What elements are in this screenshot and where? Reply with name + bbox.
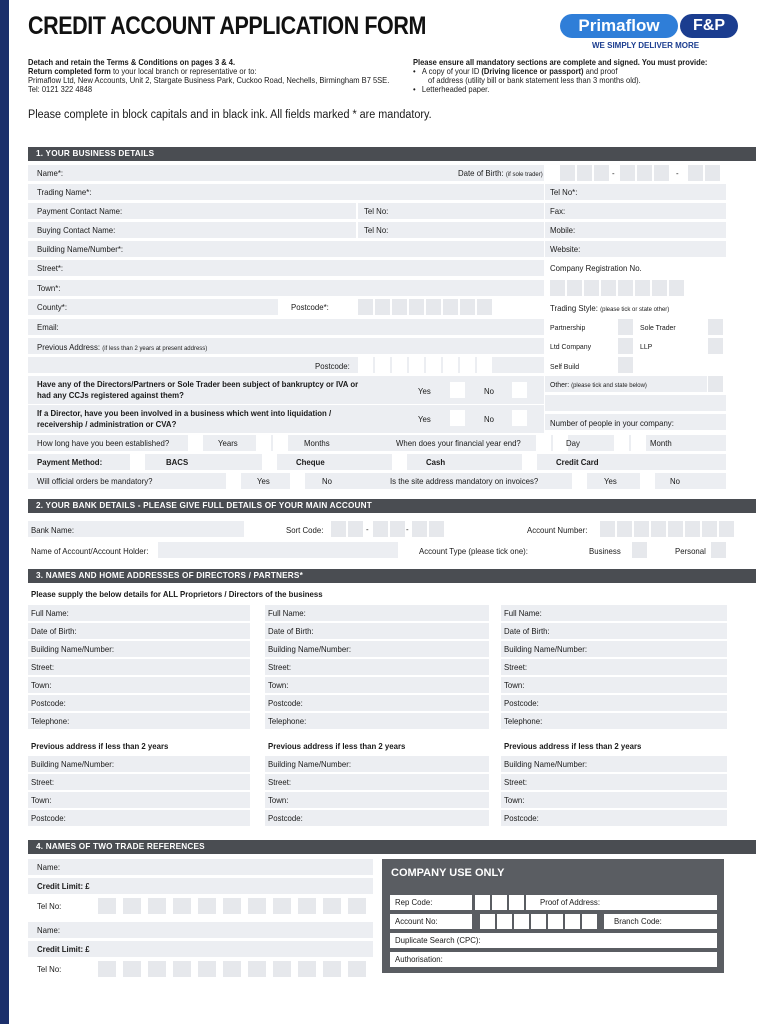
- tel-digit-box[interactable]: [98, 898, 116, 914]
- cheque-checkbox[interactable]: [262, 454, 277, 470]
- account-number-box[interactable]: [651, 521, 666, 537]
- bacs-checkbox[interactable]: [130, 454, 145, 470]
- rep-code-label: Rep Code:: [395, 897, 433, 907]
- primaflow-logo: [560, 14, 740, 52]
- section-4-header: 4. NAMES OF TWO TRADE REFERENCES: [28, 840, 756, 854]
- director-question-1: If a Director, have you been involved in a business which went into liquidation /: [37, 408, 332, 418]
- header-bullet-id: • A copy of your ID (Driving licence or passport) and proof: [413, 67, 618, 76]
- sole-trader-checkbox[interactable]: [708, 319, 723, 335]
- website-label: Website:: [550, 244, 581, 254]
- director-field-label: Full Name:: [31, 608, 69, 618]
- ltd-company-checkbox[interactable]: [618, 338, 633, 354]
- sort-code-box[interactable]: [331, 521, 346, 537]
- established-label: How long have you been established?: [37, 438, 170, 448]
- building-label: Building Name/Number*:: [37, 244, 124, 254]
- buying-tel-label: Tel No:: [364, 225, 389, 235]
- company-reg-box[interactable]: [550, 280, 565, 296]
- month-box-1[interactable]: [614, 435, 629, 451]
- account-number-box[interactable]: [685, 521, 700, 537]
- director-field-label: Date of Birth:: [504, 626, 550, 636]
- logo-suffix: F&P: [680, 14, 738, 38]
- previous-address-label: Street:: [31, 777, 55, 787]
- branch-code-label: Branch Code:: [614, 916, 662, 926]
- previous-address-field[interactable]: [265, 774, 489, 790]
- authorisation-label: Authorisation:: [395, 954, 443, 964]
- cash-checkbox[interactable]: [392, 454, 407, 470]
- sort-code-label: Sort Code:: [286, 525, 324, 535]
- tel-digit-box[interactable]: [273, 898, 291, 914]
- day-box-1[interactable]: [536, 435, 551, 451]
- prev-postcode-box[interactable]: [375, 357, 390, 373]
- account-no-box[interactable]: [582, 914, 597, 929]
- tel-digit-box[interactable]: [323, 961, 341, 977]
- other-checkbox[interactable]: [708, 376, 723, 392]
- previous-address-heading: Previous address if less than 2 years: [31, 741, 169, 751]
- account-no-label: Account No:: [395, 916, 438, 926]
- section-3-subhead: Please supply the below details for ALL Proprietors / Directors of the business: [31, 589, 323, 599]
- personal-checkbox[interactable]: [711, 542, 726, 558]
- bankruptcy-no-label: No: [484, 386, 495, 396]
- other-label: Other: (please tick and state below): [550, 380, 647, 389]
- company-reg-box[interactable]: [567, 280, 582, 296]
- tel-digit-box[interactable]: [148, 898, 166, 914]
- previous-address-label: Postcode:: [31, 813, 66, 823]
- prev-postcode-box[interactable]: [426, 357, 441, 373]
- postcode-box[interactable]: [477, 299, 492, 315]
- previous-address-label: Postcode:: [268, 813, 303, 823]
- payment-method-label: Payment Method:: [37, 457, 103, 467]
- dob-label: Date of Birth: (if sole trader): [458, 168, 543, 178]
- director-field[interactable]: [265, 659, 489, 675]
- orders-yes-checkbox[interactable]: [226, 473, 241, 489]
- bankruptcy-no-checkbox[interactable]: [512, 382, 527, 398]
- prev-postcode-box[interactable]: [358, 357, 373, 373]
- director-yes-checkbox[interactable]: [450, 410, 465, 426]
- tel-digit-box[interactable]: [348, 961, 366, 977]
- months-box-1[interactable]: [256, 435, 271, 451]
- header-return-line: Return completed form to your local branch or representative or to:: [28, 67, 257, 76]
- mobile-label: Mobile:: [550, 225, 576, 235]
- tel-digit-box[interactable]: [173, 898, 191, 914]
- postcode-box[interactable]: [392, 299, 407, 315]
- prev-postcode-label: Postcode:: [315, 361, 350, 371]
- official-orders-label: Will official orders be mandatory?: [37, 476, 153, 486]
- prev-postcode-box[interactable]: [460, 357, 475, 373]
- left-edge-bar: [0, 0, 9, 1024]
- site-yes-checkbox[interactable]: [572, 473, 587, 489]
- site-yes-label: Yes: [604, 476, 617, 486]
- account-no-box[interactable]: [514, 914, 529, 929]
- year-end-label: When does your financial year end?: [396, 438, 521, 448]
- self-build-checkbox[interactable]: [618, 357, 633, 373]
- director-field-label: Town:: [31, 680, 52, 690]
- sort-code-box[interactable]: [373, 521, 388, 537]
- proof-address-label: Proof of Address:: [540, 897, 600, 907]
- ref1-name-label: Name:: [37, 862, 61, 872]
- sort-code-box[interactable]: [390, 521, 405, 537]
- header-address: Primaflow Ltd, New Accounts, Unit 2, Stargate Business Park, Cuckoo Road, Nechells, Birmingham B7 5SE.: [28, 76, 390, 85]
- previous-address-field[interactable]: [501, 774, 727, 790]
- orders-no-label: No: [322, 476, 333, 486]
- sole-trader-label: Sole Trader: [640, 323, 676, 332]
- account-number-box[interactable]: [702, 521, 717, 537]
- account-number-box[interactable]: [668, 521, 683, 537]
- director-yes-label: Yes: [418, 414, 431, 424]
- postcode-box[interactable]: [460, 299, 475, 315]
- dob-box[interactable]: [577, 165, 592, 181]
- self-build-label: Self Build: [550, 362, 580, 371]
- account-holder-field[interactable]: [158, 542, 398, 558]
- prev-postcode-box[interactable]: [477, 357, 492, 373]
- fax-label: Fax:: [550, 206, 566, 216]
- duplicate-search-label: Duplicate Search (CPC):: [395, 935, 481, 945]
- director-field-label: Building Name/Number:: [268, 644, 352, 654]
- tel-digit-box[interactable]: [123, 961, 141, 977]
- town-label: Town*:: [37, 283, 61, 293]
- dob-box[interactable]: [560, 165, 575, 181]
- credit-card-label: Credit Card: [556, 457, 599, 467]
- tel-digit-box[interactable]: [248, 898, 266, 914]
- sort-code-sep: -: [366, 524, 369, 534]
- director-field-label: Telephone:: [31, 716, 70, 726]
- sort-code-sep: -: [406, 524, 409, 534]
- bankruptcy-yes-checkbox[interactable]: [450, 382, 465, 398]
- director-field-label: Street:: [268, 662, 292, 672]
- company-reg-label: Company Registration No.: [550, 263, 642, 273]
- company-use-panel: [382, 859, 724, 973]
- ref2-credit-limit-label: Credit Limit: £: [37, 944, 90, 954]
- llp-label: LLP: [640, 342, 653, 351]
- tel-digit-box[interactable]: [323, 898, 341, 914]
- postcode-box[interactable]: [443, 299, 458, 315]
- payment-contact-label: Payment Contact Name:: [37, 206, 123, 216]
- director-field-label: Town:: [504, 680, 525, 690]
- num-people-label: Number of people in your company:: [550, 418, 674, 428]
- tel-digit-box[interactable]: [273, 961, 291, 977]
- account-no-box[interactable]: [531, 914, 546, 929]
- company-reg-box[interactable]: [635, 280, 650, 296]
- director-field-label: Street:: [504, 662, 528, 672]
- director-field-label: Street:: [31, 662, 55, 672]
- payment-tel-label: Tel No:: [364, 206, 389, 216]
- previous-address-label: Town:: [31, 795, 52, 805]
- tel-digit-box[interactable]: [123, 898, 141, 914]
- tel-digit-box[interactable]: [248, 961, 266, 977]
- form-title: CREDIT ACCOUNT APPLICATION FORM: [28, 12, 426, 40]
- month-box-2[interactable]: [631, 435, 646, 451]
- postcode-req-label: Postcode*:: [291, 302, 329, 312]
- tel-no-label: Tel No*:: [550, 187, 578, 197]
- ref2-name-field[interactable]: [28, 922, 373, 938]
- director-field-label: Building Name/Number:: [504, 644, 588, 654]
- previous-address-field[interactable]: [265, 792, 489, 808]
- director-field[interactable]: [28, 677, 250, 693]
- company-reg-box[interactable]: [601, 280, 616, 296]
- director-field-label: Date of Birth:: [31, 626, 77, 636]
- tel-digit-box[interactable]: [173, 961, 191, 977]
- director-field-label: Full Name:: [504, 608, 542, 618]
- county-label: County*:: [37, 302, 68, 312]
- postcode-box[interactable]: [375, 299, 390, 315]
- director-field[interactable]: [501, 659, 727, 675]
- account-number-label: Account Number:: [527, 525, 588, 535]
- prev-postcode-box[interactable]: [409, 357, 424, 373]
- previous-address-label: Building Name/Number:: [504, 759, 588, 769]
- bank-name-label: Bank Name:: [31, 525, 75, 535]
- previous-address-label: Street:: [268, 777, 292, 787]
- postcode-box[interactable]: [358, 299, 373, 315]
- header-tel: Tel: 0121 322 4848: [28, 85, 93, 94]
- bankruptcy-question-1: Have any of the Directors/Partners or Sole Trader been subject of bankruptcy or IVA or: [37, 379, 359, 389]
- section-1-header: 1. YOUR BUSINESS DETAILS: [28, 147, 756, 161]
- orders-yes-label: Yes: [257, 476, 270, 486]
- section-3-header: 3. NAMES AND HOME ADDRESSES OF DIRECTORS / PARTNERS*: [28, 569, 756, 583]
- trading-style-label: Trading Style: (please tick or state other): [550, 303, 670, 313]
- dob-sep: -: [612, 168, 615, 178]
- account-number-box[interactable]: [634, 521, 649, 537]
- prev-address-label: Previous Address: (if less than 2 years at present address): [37, 342, 208, 352]
- ref1-credit-limit-label: Credit Limit: £: [37, 881, 90, 891]
- buying-contact-label: Buying Contact Name:: [37, 225, 116, 235]
- tel-digit-box[interactable]: [298, 961, 316, 977]
- cash-label: Cash: [426, 457, 446, 467]
- email-label: Email:: [37, 322, 59, 332]
- sort-code-box[interactable]: [412, 521, 427, 537]
- rep-code-box[interactable]: [475, 895, 490, 910]
- postcode-box[interactable]: [426, 299, 441, 315]
- partnership-label: Partnership: [550, 323, 586, 332]
- company-reg-box[interactable]: [618, 280, 633, 296]
- years-label: Years: [218, 438, 238, 448]
- trading-name-label: Trading Name*:: [37, 187, 92, 197]
- credit-card-checkbox[interactable]: [522, 454, 537, 470]
- prev-postcode-box[interactable]: [392, 357, 407, 373]
- account-type-label: Account Type (please tick one):: [419, 546, 528, 556]
- orders-no-checkbox[interactable]: [290, 473, 305, 489]
- account-no-box[interactable]: [497, 914, 512, 929]
- previous-address-heading: Previous address if less than 2 years: [268, 741, 406, 751]
- cheque-label: Cheque: [296, 457, 325, 467]
- personal-label: Personal: [675, 546, 706, 556]
- ref2-tel-label: Tel No:: [37, 964, 62, 974]
- header-bullet-id-cont: of address (utility bill or bank statement less than 3 months old).: [428, 76, 641, 85]
- account-no-box[interactable]: [565, 914, 580, 929]
- months-box-2[interactable]: [273, 435, 288, 451]
- company-reg-box[interactable]: [652, 280, 667, 296]
- site-no-label: No: [670, 476, 681, 486]
- fax-field[interactable]: [545, 203, 726, 219]
- rep-code-box[interactable]: [492, 895, 507, 910]
- header-mandatory-note: Please ensure all mandatory sections are complete and signed. You must provide:: [413, 58, 708, 67]
- tel-digit-box[interactable]: [148, 961, 166, 977]
- section-2-header: 2. YOUR BANK DETAILS - PLEASE GIVE FULL DETAILS OF YOUR MAIN ACCOUNT: [28, 499, 756, 513]
- logo-brand: Primaflow: [560, 14, 678, 38]
- dob-box[interactable]: [654, 165, 669, 181]
- director-field-label: Building Name/Number:: [31, 644, 115, 654]
- director-field-label: Postcode:: [504, 698, 539, 708]
- director-field[interactable]: [265, 677, 489, 693]
- company-reg-box[interactable]: [584, 280, 599, 296]
- bankruptcy-yes-label: Yes: [418, 386, 431, 396]
- director-field[interactable]: [501, 677, 727, 693]
- director-field-label: Town:: [268, 680, 289, 690]
- director-no-label: No: [484, 414, 495, 424]
- tel-digit-box[interactable]: [198, 898, 216, 914]
- bankruptcy-question-2: had any CCJs registered against them?: [37, 390, 184, 400]
- tel-digit-box[interactable]: [198, 961, 216, 977]
- dob-box[interactable]: [594, 165, 609, 181]
- previous-address-field[interactable]: [501, 792, 727, 808]
- email-field[interactable]: [28, 319, 544, 335]
- account-holder-label: Name of Account/Account Holder:: [31, 546, 149, 556]
- tel-digit-box[interactable]: [98, 961, 116, 977]
- street-field[interactable]: [28, 260, 544, 276]
- prev-postcode-box[interactable]: [443, 357, 458, 373]
- director-no-checkbox[interactable]: [512, 410, 527, 426]
- director-field-label: Telephone:: [268, 716, 307, 726]
- dob-box[interactable]: [705, 165, 720, 181]
- account-number-box[interactable]: [600, 521, 615, 537]
- account-number-box[interactable]: [617, 521, 632, 537]
- previous-address-label: Town:: [504, 795, 525, 805]
- business-label: Business: [589, 546, 621, 556]
- ltd-company-label: Ltd Company: [550, 342, 592, 351]
- account-no-box[interactable]: [480, 914, 495, 929]
- bacs-label: BACS: [166, 457, 189, 467]
- director-field-label: Postcode:: [268, 698, 303, 708]
- trading-name-field[interactable]: [28, 184, 544, 200]
- previous-address-heading: Previous address if less than 2 years: [504, 741, 642, 751]
- director-field-label: Postcode:: [31, 698, 66, 708]
- sort-code-box[interactable]: [429, 521, 444, 537]
- previous-address-label: Town:: [268, 795, 289, 805]
- postcode-box[interactable]: [409, 299, 424, 315]
- month-label: Month: [650, 438, 672, 448]
- previous-address-label: Building Name/Number:: [268, 759, 352, 769]
- site-address-label: Is the site address mandatory on invoices?: [390, 476, 539, 486]
- tel-digit-box[interactable]: [223, 898, 241, 914]
- llp-checkbox[interactable]: [708, 338, 723, 354]
- sort-code-box[interactable]: [348, 521, 363, 537]
- ref1-tel-label: Tel No:: [37, 901, 62, 911]
- tel-digit-box[interactable]: [348, 898, 366, 914]
- business-checkbox[interactable]: [632, 542, 647, 558]
- name-label: Name*:: [37, 168, 64, 178]
- previous-address-field[interactable]: [28, 792, 250, 808]
- header-terms-note: Detach and retain the Terms & Conditions on pages 3 & 4.: [28, 58, 236, 67]
- day-label: Day: [566, 438, 580, 448]
- company-reg-box[interactable]: [669, 280, 684, 296]
- instructions: Please complete in block capitals and in black ink. All fields marked * are mandatory.: [28, 109, 432, 121]
- dob-box[interactable]: [688, 165, 703, 181]
- dob-box[interactable]: [637, 165, 652, 181]
- site-no-checkbox[interactable]: [640, 473, 655, 489]
- tel-digit-box[interactable]: [298, 898, 316, 914]
- previous-address-field[interactable]: [28, 774, 250, 790]
- director-question-2: receivership / administration or CVA?: [37, 419, 177, 429]
- account-no-box[interactable]: [548, 914, 563, 929]
- town-field[interactable]: [28, 280, 544, 296]
- company-use-header: COMPANY USE ONLY: [391, 867, 505, 879]
- header-bullet-letterhead: • Letterheaded paper.: [413, 85, 490, 94]
- director-field-label: Telephone:: [504, 716, 543, 726]
- director-field-label: Full Name:: [268, 608, 306, 618]
- previous-address-label: Postcode:: [504, 813, 539, 823]
- director-field[interactable]: [28, 659, 250, 675]
- months-label: Months: [304, 438, 330, 448]
- other-detail-field[interactable]: [545, 395, 726, 411]
- previous-address-label: Street:: [504, 777, 528, 787]
- partnership-checkbox[interactable]: [618, 319, 633, 335]
- years-box[interactable]: [188, 435, 203, 451]
- dob-box[interactable]: [620, 165, 635, 181]
- previous-address-label: Building Name/Number:: [31, 759, 115, 769]
- street-label: Street*:: [37, 263, 64, 273]
- logo-tagline: WE SIMPLY DELIVER MORE: [592, 41, 700, 50]
- account-number-box[interactable]: [719, 521, 734, 537]
- dob-sep: -: [676, 168, 679, 178]
- ref2-name-label: Name:: [37, 925, 61, 935]
- ref1-name-field[interactable]: [28, 859, 373, 875]
- director-field-label: Date of Birth:: [268, 626, 314, 636]
- rep-code-box[interactable]: [509, 895, 524, 910]
- tel-digit-box[interactable]: [223, 961, 241, 977]
